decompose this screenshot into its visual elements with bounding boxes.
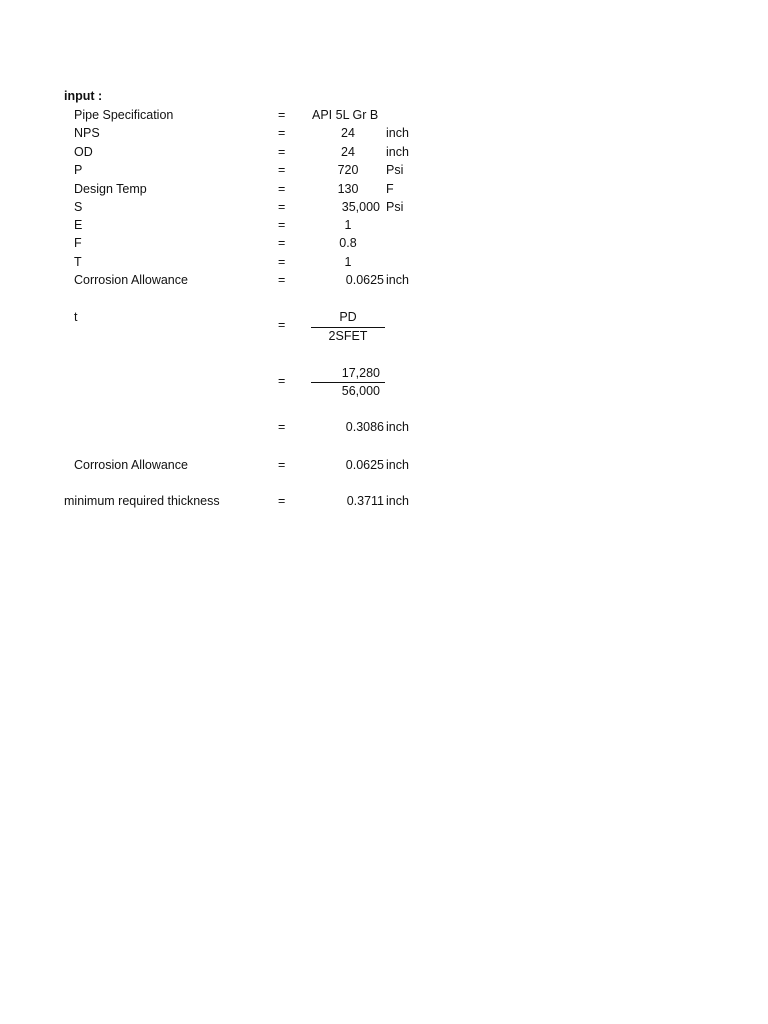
formula-denominator: 2SFET: [328, 329, 368, 343]
value-f: 0.8: [339, 236, 357, 250]
unit-s: Psi: [386, 200, 404, 214]
unit-t-result: inch: [386, 420, 409, 434]
label-t: t: [74, 310, 78, 324]
equals-sign: =: [278, 163, 286, 177]
substituted-denominator: 56,000: [341, 384, 380, 398]
unit-od: inch: [386, 145, 409, 159]
label-od: OD: [74, 145, 93, 159]
fraction-line: [311, 382, 385, 383]
formula-numerator: PD: [339, 310, 357, 324]
unit-p: Psi: [386, 163, 404, 177]
unit-nps: inch: [386, 126, 409, 140]
equals-sign: =: [278, 420, 286, 434]
equals-sign: =: [278, 108, 286, 122]
unit-minimum-required-thickness: inch: [386, 494, 409, 508]
equals-sign: =: [278, 458, 286, 472]
value-t-factor: 1: [344, 255, 352, 269]
value-nps: 24: [341, 126, 355, 140]
equals-sign: =: [278, 145, 286, 159]
value-pipe-specification: API 5L Gr B: [312, 108, 379, 122]
label-t-factor: T: [74, 255, 82, 269]
equals-sign: =: [278, 236, 286, 250]
equals-sign: =: [278, 374, 286, 388]
value-e: 1: [344, 218, 352, 232]
label-corrosion-allowance: Corrosion Allowance: [74, 458, 188, 472]
value-minimum-required-thickness: 0.3711: [346, 494, 384, 508]
value-od: 24: [341, 145, 355, 159]
unit-corrosion-allowance-input: inch: [386, 273, 409, 287]
equals-sign: =: [278, 255, 286, 269]
label-s: S: [74, 200, 83, 214]
value-corrosion-allowance-input: 0.0625: [345, 273, 384, 287]
unit-corrosion-allowance: inch: [386, 458, 409, 472]
value-s: 35,000: [341, 200, 380, 214]
label-pipe-specification: Pipe Specification: [74, 108, 174, 122]
label-design-temp: Design Temp: [74, 182, 147, 196]
input-heading: input :: [64, 89, 103, 103]
label-e: E: [74, 218, 83, 232]
substituted-numerator: 17,280: [341, 366, 380, 380]
fraction-line: [311, 327, 385, 328]
label-p: P: [74, 163, 83, 177]
label-minimum-required-thickness: minimum required thickness: [64, 494, 220, 508]
label-f: F: [74, 236, 82, 250]
value-t-result: 0.3086: [345, 420, 384, 434]
value-design-temp: 130: [337, 182, 359, 196]
label-corrosion-allowance-input: Corrosion Allowance: [74, 273, 188, 287]
equals-sign: =: [278, 273, 286, 287]
value-p: 720: [337, 163, 359, 177]
equals-sign: =: [278, 182, 286, 196]
equals-sign: =: [278, 494, 286, 508]
label-nps: NPS: [74, 126, 100, 140]
equals-sign: =: [278, 126, 286, 140]
value-corrosion-allowance: 0.0625: [345, 458, 384, 472]
equals-sign: =: [278, 218, 286, 232]
equals-sign: =: [278, 200, 286, 214]
equals-sign: =: [278, 318, 286, 332]
unit-design-temp: F: [386, 182, 394, 196]
